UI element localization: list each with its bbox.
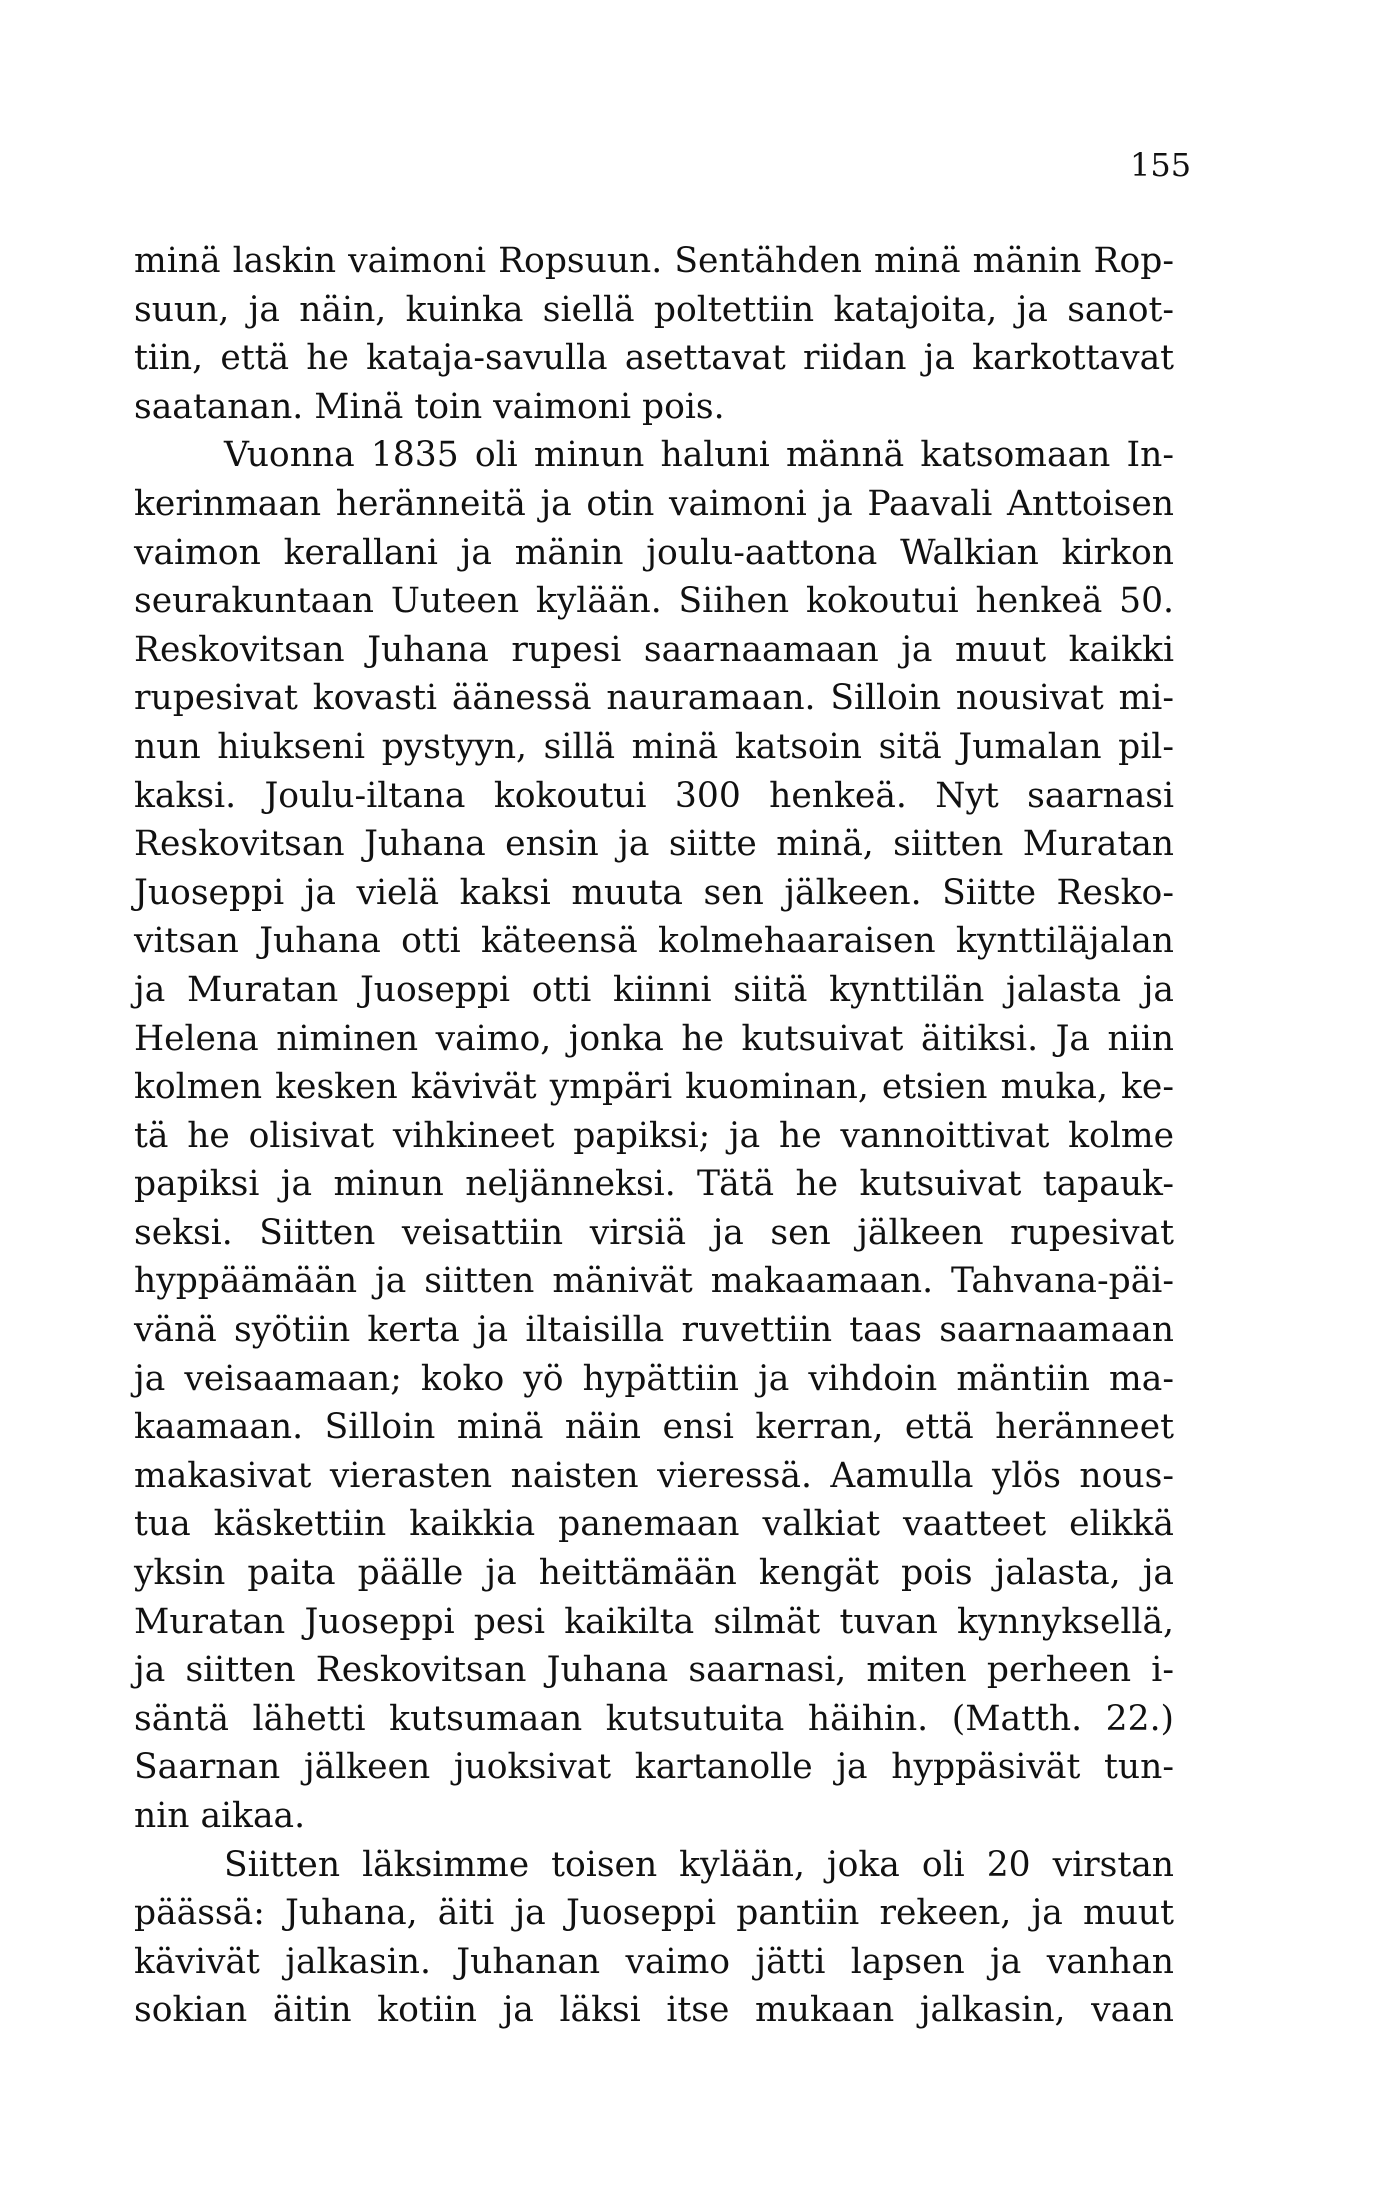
text-line: päässä: Juhana, äiti ja Juoseppi pantiin rekeen, ja muut xyxy=(134,1893,1174,1934)
text-line: Reskovitsan Juhana ensin ja siitte minä, siitten Muratan xyxy=(134,824,1174,865)
text-line: kävivät jalkasin. Juhanan vaimo jätti lapsen ja vanhan xyxy=(134,1941,1174,1982)
text-line: kolmen kesken kävivät ympäri kuominan, etsien muka, ke- xyxy=(134,1067,1174,1108)
text-line: Juoseppi ja vielä kaksi muuta sen jälkeen. Siitte Resko- xyxy=(134,872,1174,913)
text-line: ja Muratan Juoseppi otti kiinni siitä kynttilän jalasta ja xyxy=(134,969,1174,1010)
text-line: Muratan Juoseppi pesi kaikilta silmät tuvan kynnyksellä, xyxy=(134,1601,1174,1642)
text-line: ja veisaamaan; koko yö hypättiin ja vihdoin mäntiin ma- xyxy=(134,1358,1174,1399)
text-line: minä laskin vaimoni Ropsuun. Sentähden minä mänin Rop- xyxy=(134,241,1174,281)
text-line: vänä syötiin kerta ja iltaisilla ruvettiin taas saarnaamaan xyxy=(134,1310,1174,1351)
text-line: kaksi. Joulu-iltana kokoutui 300 henkeä. Nyt saarnasi xyxy=(134,775,1174,816)
text-line: säntä lähetti kutsumaan kutsutuita häihin. (Matth. 22.) xyxy=(134,1698,1174,1739)
text-line: nun hiukseni pystyyn, sillä minä katsoin sitä Jumalan pil- xyxy=(134,726,1174,767)
text-line: makasivat vierasten naisten vieressä. Aamulla ylös nous- xyxy=(134,1455,1174,1496)
text-line: Helena niminen vaimo, jonka he kutsuivat äitiksi. Ja niin xyxy=(134,1018,1174,1059)
text-line: tiin, että he kataja-savulla asettavat riidan ja karkottavat xyxy=(134,338,1174,379)
page-number: 155 xyxy=(1130,146,1192,184)
text-line: papiksi ja minun neljänneksi. Tätä he kutsuivat tapauk- xyxy=(134,1164,1174,1205)
text-line: rupesivat kovasti äänessä nauramaan. Silloin nousivat mi- xyxy=(134,678,1174,719)
text-line: seksi. Siitten veisattiin virsiä ja sen jälkeen rupesivat xyxy=(134,1212,1174,1253)
text-line: tua käskettiin kaikkia panemaan valkiat vaatteet elikkä xyxy=(134,1504,1174,1545)
text-line: vaimon kerallani ja mänin joulu-aattona Walkian kirkon xyxy=(134,532,1174,573)
text-line: kaamaan. Silloin minä näin ensi kerran, että heränneet xyxy=(134,1407,1174,1448)
text-line: kerinmaan heränneitä ja otin vaimoni ja Paavali Anttoisen xyxy=(134,483,1174,524)
text-line: hyppäämään ja siitten mänivät makaamaan. Tahvana-päi- xyxy=(134,1261,1174,1302)
text-line: sokian äitin kotiin ja läksi itse mukaan jalkasin, vaan xyxy=(134,1990,1174,2031)
text-line: yksin paita päälle ja heittämään kengät pois jalasta, ja xyxy=(134,1553,1174,1594)
text-line: suun, ja näin, kuinka siellä poltettiin katajoita, ja sanot- xyxy=(134,289,1174,330)
text-line: Reskovitsan Juhana rupesi saarnaamaan ja muut kaikki xyxy=(134,629,1174,670)
text-line: saatanan. Minä toin vaimoni pois. xyxy=(134,386,725,427)
text-line: Vuonna 1835 oli minun haluni männä katsomaan In- xyxy=(224,435,1174,476)
text-line: Saarnan jälkeen juoksivat kartanolle ja hyppäsivät tun- xyxy=(134,1747,1174,1788)
text-line: tä he olisivat vihkineet papiksi; ja he vannoittivat kolme xyxy=(134,1115,1174,1156)
text-line: seurakuntaan Uuteen kylään. Siihen kokoutui henkeä 50. xyxy=(134,581,1174,622)
text-line: vitsan Juhana otti käteensä kolmehaaraisen kynttiläjalan xyxy=(134,921,1174,962)
text-line: ja siitten Reskovitsan Juhana saarnasi, miten perheen i- xyxy=(134,1650,1174,1691)
body-text xyxy=(134,237,1174,2035)
text-line: Siitten läksimme toisen kylään, joka oli 20 virstan xyxy=(224,1844,1174,1885)
text-line: nin aikaa. xyxy=(134,1796,306,1836)
